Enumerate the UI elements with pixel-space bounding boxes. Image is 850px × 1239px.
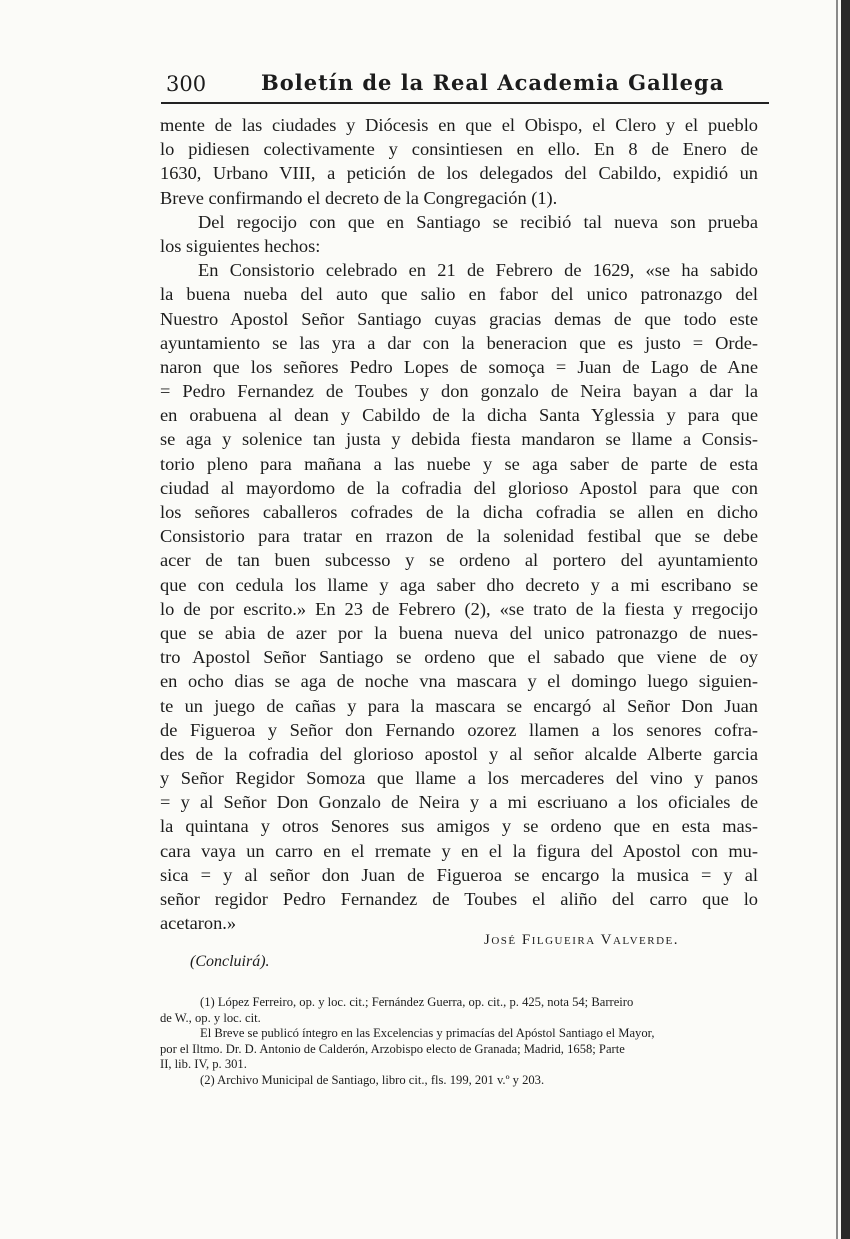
body-line: se aga y solenice tan justa y debida fiesta mandaron se llame a Consis-	[160, 429, 758, 450]
body-line: tro Apostol Señor Santiago se ordeno que el sabado que viene de oy	[160, 647, 758, 668]
body-line: 1630, Urbano VIII, a petición de los delegados del Cabildo, expidió un	[160, 163, 758, 184]
footnote-line: (1) López Ferreiro, op. y loc. cit.; Fernández Guerra, op. cit., p. 425, nota 54; Barreiro	[200, 995, 634, 1009]
page-edge-line	[836, 0, 838, 1239]
body-line: Nuestro Apostol Señor Santiago cuyas gracias demas de que todo este	[160, 308, 758, 329]
body-line: naron que los señores Pedro Lopes de somoça = Juan de Lago de Ane	[160, 356, 758, 377]
body-line: te un juego de cañas y para la mascara se encargó al Señor Don Juan	[160, 695, 758, 716]
author-signature: José Filgueira Valverde.	[484, 932, 680, 948]
body-line: que con cedula los llame y aga saber dho decreto y a mi escribano se	[160, 574, 758, 595]
footnote-line: El Breve se publicó íntegro en las Excelencias y primacías del Apóstol Santiago el Mayor,	[200, 1026, 655, 1040]
page-number: 300	[166, 72, 207, 96]
body-line: los siguientes hechos:	[160, 235, 321, 256]
body-line: lo de por escrito.» En 23 de Febrero (2), «se trato de la fiesta y rregocijo	[160, 598, 758, 619]
page-header	[166, 68, 768, 104]
footnote-line: de W., op. y loc. cit.	[160, 1010, 261, 1025]
body-line: y Señor Regidor Somoza que llame a los mercaderes del vino y panos	[160, 768, 758, 789]
body-line: Consistorio para tratar en rrazon de la solenidad festibal que se debe	[160, 526, 758, 547]
body-line: lo pidiesen colectivamente y consintiesen en ello. En 8 de Enero de	[160, 139, 758, 160]
footnote-line: II, lib. IV, p. 301.	[160, 1057, 247, 1071]
body-line: torio pleno para mañana a las nuebe y se aga saber de parte de esta	[160, 453, 758, 474]
body-line: en ocho dias se aga de noche vna mascara y el domingo luego siguien-	[160, 671, 758, 692]
footnote-line: (2) Archivo Municipal de Santiago, libro cit., fls. 199, 201 v.º y 203.	[200, 1072, 545, 1087]
body-line: que se abia de azer por la buena nueva del unico patronazgo de nues-	[160, 622, 758, 643]
body-line: = Pedro Fernandez de Toubes y don gonzalo de Neira bayan a dar la	[160, 381, 758, 402]
body-line: sica = y al señor don Juan de Figueroa se encargo la musica = y al	[160, 864, 758, 885]
header-rule	[161, 102, 769, 104]
body-line: des de la cofradia del glorioso apostol y al señor alcalde Alberte garcia	[160, 743, 758, 764]
concluira-note: (Concluirá).	[190, 953, 270, 970]
body-line: = y al Señor Don Gonzalo de Neira y a mi escriuano a los oficiales de	[160, 792, 758, 813]
body-line: ayuntamiento se las yra a dar con la beneracion que es justo = Orde-	[160, 332, 758, 353]
footnote-line: por el Iltmo. Dr. D. Antonio de Calderón, Arzobispo electo de Granada; Madrid, 1658; Parte	[160, 1041, 625, 1056]
body-text	[160, 113, 758, 935]
body-line: señor regidor Pedro Fernandez de Toubes el aliño del carro que lo	[160, 889, 758, 909]
body-line: Breve confirmando el decreto de la Congregación (1).	[160, 187, 558, 208]
body-line: acetaron.»	[160, 913, 237, 934]
body-line: acer de tan buen subcesso y se ordeno al portero del ayuntamiento	[160, 550, 758, 571]
body-line: mente de las ciudades y Diócesis en que el Obispo, el Clero y el pueblo	[160, 115, 758, 135]
body-line: de Figueroa y Señor don Fernando ozorez llamen a los senores cofra-	[160, 719, 758, 740]
body-line: cara vaya un carro en el rremate y en el la figura del Apostol con mu-	[160, 840, 758, 861]
body-line: En Consistorio celebrado en 21 de Febrero de 1629, «se ha sabido	[198, 260, 758, 281]
page-edge-shadow	[841, 0, 850, 1239]
body-line: los señores caballeros cofrades de la dicha cofradia se allen en dicho	[160, 502, 758, 522]
body-line: en orabuena al dean y Cabildo de la dicha Santa Yglessia y para que	[160, 405, 758, 426]
running-title: Boletín de la Real Academia Gallega	[261, 70, 725, 95]
footnotes	[160, 995, 760, 1088]
body-line: ciudad al mayordomo de la cofradia del glorioso Apostol para que con	[160, 477, 758, 498]
body-line: Del regocijo con que en Santiago se recibió tal nueva son prueba	[198, 211, 758, 232]
body-line: la buena nueba del auto que salio en fabor del unico patronazgo del	[160, 284, 758, 305]
body-line: la quintana y otros Senores sus amigos y se ordeno que en esta mas-	[160, 816, 758, 837]
